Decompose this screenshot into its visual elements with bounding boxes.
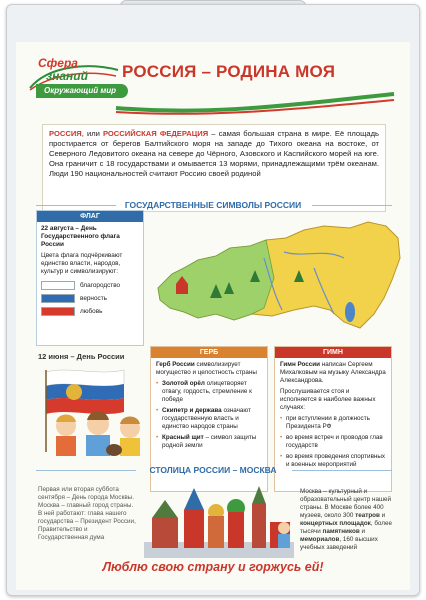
logo-line1: Сфера xyxy=(38,56,78,70)
intro-text-2: – самая большая страна в мире. Её площадь простирается от берегов Балтийского моря на западе до Тихого океана на востоке, от Северного Ледовитого океана на севере до Чёрного, Азовского и Каспийского морей на юге. Она граничит с 18 государствами и омывается 13 морями, принадлежащими трём океанам. Люди 190 национальностей считают Россию своей родиной xyxy=(49,129,379,178)
gimn-p1: Гимн России написан Сергеем Михалковым на музыку Александра Александрова. xyxy=(280,361,386,384)
white-stripe-icon xyxy=(41,281,75,290)
subject-badge: Окружающий мир xyxy=(36,84,128,98)
russia-map xyxy=(154,218,404,336)
intro-highlight-1: РОССИЯ xyxy=(49,129,82,138)
gimn-b2: • во время встреч и проводов глав государств xyxy=(280,434,386,450)
boy-icon xyxy=(278,522,290,548)
header-swoosh xyxy=(36,92,396,116)
flag-blue-row xyxy=(37,292,143,305)
intro-highlight-2: РОССИЙСКАЯ ФЕДЕРАЦИЯ xyxy=(102,129,209,138)
gerb-p4: • Красный щит – символ защиты родной земли xyxy=(156,434,262,450)
lake-baikal-icon xyxy=(345,302,355,322)
flag-description: Цвета флага подчёркивают единство власти, народов, культур и символизируют: xyxy=(41,252,123,275)
gimn-b1: • при вступлении в должность Президента РФ xyxy=(280,415,386,431)
white-meaning: благородство xyxy=(80,282,121,289)
gerb-card-head: ГЕРБ xyxy=(151,347,267,358)
moscow-kremlin-illustration xyxy=(144,482,294,558)
russia-day-label: 12 июня – День России xyxy=(38,352,125,361)
intro-text-1: , или xyxy=(81,129,103,138)
red-stripe-icon xyxy=(41,307,75,316)
flag-card-head: ФЛАГ xyxy=(37,211,143,222)
blue-stripe-icon xyxy=(41,294,75,303)
russian-flag-icon xyxy=(46,370,124,414)
children-icon xyxy=(56,411,140,456)
gerb-p1: Герб России символизирует могущество и целостность страны xyxy=(156,361,257,376)
capital-left-text: Первая или вторая суббота сентября – День города Москвы. Москва – главный город страны. В ней работают: глава нашего государства – Президент России, Правительство и Государственная дума xyxy=(38,486,136,541)
blue-meaning: верность xyxy=(80,295,107,302)
divider xyxy=(312,205,392,206)
gimn-p2: Прослушивается стоя и исполняется в наиболее важных случаях: xyxy=(280,388,376,411)
gimn-b3: • во время проведения спортивных и военных мероприятий xyxy=(280,453,386,469)
gerb-p3: • Скипетр и держава означают государственную власть и единство народов страны xyxy=(156,407,262,431)
poster xyxy=(16,42,410,590)
gimn-card-head: ГИМН xyxy=(275,347,391,358)
divider xyxy=(292,470,392,471)
gerb-p2: • Золотой орёл олицетворяет отвагу, гордость, стремление к победе xyxy=(156,380,262,404)
logo-line2: знаний xyxy=(46,69,88,83)
slogan: Люблю свою страну и горжусь ей! xyxy=(102,560,324,574)
flag-date: 22 августа – День Государственного флага России xyxy=(41,225,120,248)
intro-text xyxy=(42,124,386,212)
symbols-section-title: ГОСУДАРСТВЕННЫЕ СИМВОЛЫ РОССИИ xyxy=(124,200,302,210)
red-meaning: любовь xyxy=(80,308,103,315)
flag-white-row xyxy=(37,279,143,292)
flag-card xyxy=(36,210,144,346)
capital-right-text: Москва – культурный и образовательный центр нашей страны. В Москве более 400 музеев, около 300 театров и концертных площадок, более тысячи памятников и мемориалов, 160 высших учебных заведений xyxy=(300,488,392,551)
capital-section-title: СТОЛИЦА РОССИИ – МОСКВА xyxy=(149,465,277,475)
flag-red-row xyxy=(37,305,143,318)
children-with-flag-illustration xyxy=(38,362,156,458)
page-title: РОССИЯ – РОДИНА МОЯ xyxy=(122,62,336,81)
